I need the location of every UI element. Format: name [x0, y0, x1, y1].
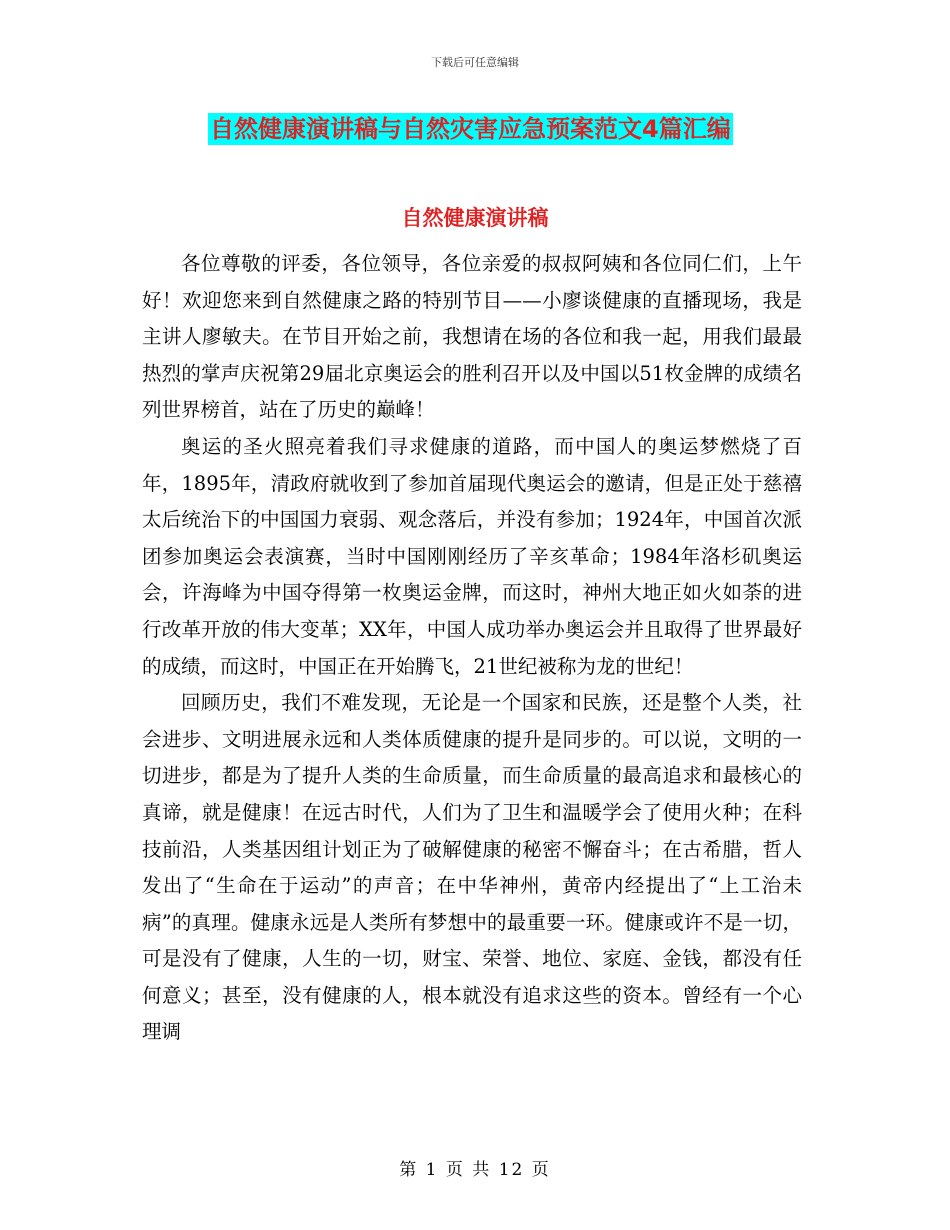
paragraph-1: 各位尊敬的评委，各位领导，各位亲爱的叔叔阿姨和各位同仁们，上午好！欢迎您来到自然健康之路的特别节目——小廖谈健康的直播现场，我是主讲人廖敏夫。在节目开始之前，我想请在场的各位和我一起，用我们最最热烈的掌声庆祝第29届北京奥运会的胜利召开以及中国以51枚金牌的成绩名列世界榜首，站在了历史的巅峰！	[142, 252, 802, 422]
header-note: 下载后可任意编辑	[431, 56, 519, 69]
page-number-footer: 第 1 页 共 12 页	[399, 1160, 551, 1180]
document-body	[142, 246, 802, 1051]
document-title: 自然健康演讲稿与自然灾害应急预案范文4篇汇编	[210, 115, 731, 143]
paragraph-3: 回顾历史，我们不难发现，无论是一个国家和民族，还是整个人类，社会进步、文明进展永远和人类体质健康的提升是同步的。可以说，文明的一切进步，都是为了提升人类的生命质量，而生命质量的最高追求和最核心的真谛，就是健康！在远古时代，人们为了卫生和温暖学会了使用火种；在科技前沿，人类基因组计划正为了破解健康的秘密不懈奋斗；在古希腊，哲人发出了“生命在于运动”的声音；在中华神州，黄帝内经提出了“上工治未病”的真理。健康永远是人类所有梦想中的最重要一环。健康或许不是一切，可是没有了健康，人生的一切，财宝、荣誉、地位、家庭、金钱，都没有任何意义；甚至，没有健康的人，根本就没有追求这些的资本。曾经有一个心理调	[142, 691, 802, 1044]
section-title: 自然健康演讲稿	[401, 206, 549, 230]
paragraph-2: 奥运的圣火照亮着我们寻求健康的道路，而中国人的奥运梦燃烧了百年，1895年，清政府就收到了参加首届现代奥运会的邀请，但是正处于慈禧太后统治下的中国国力衰弱、观念落后，并没有参加；1924年，中国首次派团参加奥运会表演赛，当时中国刚刚经历了辛亥革命；1984年洛杉矶奥运会，许海峰为中国夺得第一枚奥运金牌，而这时，神州大地正如火如荼的进行改革开放的伟大变革；XX年，中国人成功举办奥运会并且取得了世界最好的成绩，而这时，中国正在开始腾飞，21世纪被称为龙的世纪！	[142, 434, 802, 678]
